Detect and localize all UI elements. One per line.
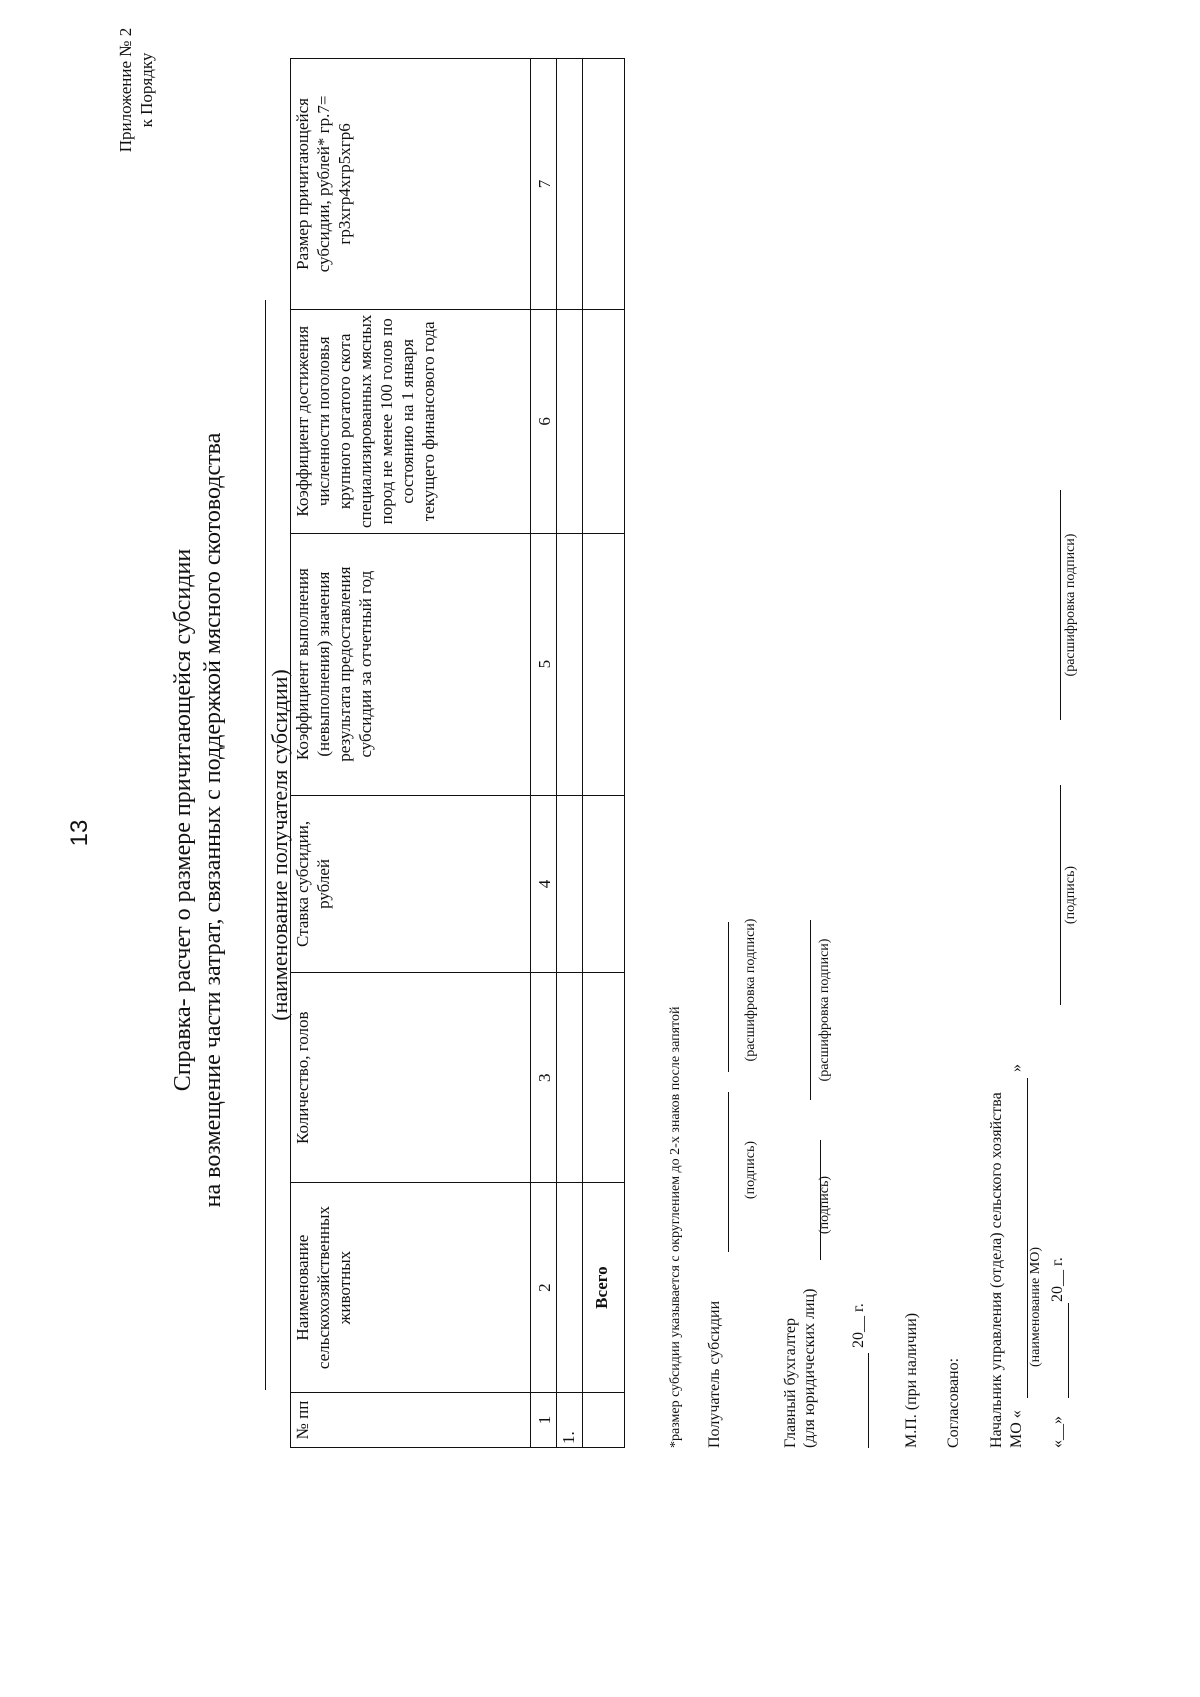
table-cell[interactable] — [557, 1183, 583, 1393]
appendix-line-1: Приложение № 2 — [116, 27, 135, 153]
column-number: 4 — [531, 795, 557, 973]
total-cell[interactable] — [583, 795, 625, 973]
recipient-name-line — [265, 300, 266, 1390]
document-title-line-1: Справка- расчет о размере причитающейся субсидии — [170, 548, 196, 1092]
head-date-suffix: 20__ г. — [1049, 1257, 1066, 1302]
recipient-signature-caption: (подпись) — [743, 1140, 758, 1200]
recipient-decoding-line[interactable] — [728, 922, 729, 1072]
recipient-signature-line[interactable] — [728, 1092, 729, 1252]
table-header-row — [291, 59, 531, 1448]
accountant-decoding-caption: (расшифровка подписи) — [817, 938, 832, 1082]
column-number: 6 — [531, 309, 557, 533]
mo-prefix: МО « — [1008, 1410, 1025, 1448]
header-cell: № пп — [291, 1393, 531, 1448]
appendix-line-2: к Порядку — [137, 52, 156, 128]
mo-name-caption: (наименование МО) — [1028, 1247, 1043, 1367]
head-decoding-line[interactable] — [1060, 490, 1061, 720]
total-row — [583, 59, 625, 1448]
head-signature-line[interactable] — [1060, 785, 1061, 1005]
rotated-page-content — [60, 20, 1200, 1620]
head-date-line[interactable] — [1068, 1303, 1069, 1398]
column-number-row — [531, 59, 557, 1448]
table-cell[interactable] — [557, 533, 583, 795]
agreed-label: Согласовано: — [945, 1357, 962, 1448]
accountant-signature-caption: (подпись) — [817, 1175, 832, 1235]
accountant-note: (для юридических лиц) — [801, 1288, 818, 1448]
recipient-name-caption: (наименование получателя субсидии) — [267, 669, 292, 1021]
table-cell[interactable]: 1. — [557, 1393, 583, 1448]
header-cell: Размер причитающейся субсидии, рублей* гр.7= гр3хгр4хгр5хгр6 — [291, 59, 531, 310]
stamp-label: М.П. (при наличии) — [903, 1312, 920, 1448]
total-cell[interactable] — [583, 309, 625, 533]
header-cell: Количество, голов — [291, 973, 531, 1183]
table-cell[interactable] — [557, 795, 583, 973]
column-number: 2 — [531, 1183, 557, 1393]
total-cell-empty — [583, 1393, 625, 1448]
header-cell: Наименование сельскохозяйственных животных — [291, 1183, 531, 1393]
date-year: 20__ г. — [850, 1303, 867, 1348]
total-label: Всего — [583, 1183, 625, 1393]
header-cell: Ставка субсидии, рублей — [291, 795, 531, 973]
header-cell: Коэффициент выполнения (невыполнения) значения результата предоставления субсидии за отчетный год — [291, 533, 531, 795]
accountant-decoding-line[interactable] — [810, 920, 811, 1100]
total-cell[interactable] — [583, 973, 625, 1183]
footnote: *размер субсидии указывается с округлением до 2-х знаков после запятой — [668, 1006, 683, 1448]
document-title-line-2: на возмещение части затрат, связанных с поддержкой мясного скотоводства — [200, 432, 226, 1208]
recipient-label: Получатель субсидии — [706, 1300, 723, 1448]
date-blank-line[interactable] — [868, 1353, 869, 1448]
column-number: 7 — [531, 59, 557, 310]
appendix-reference — [115, 10, 157, 170]
total-cell[interactable] — [583, 533, 625, 795]
recipient-decoding-caption: (расшифровка подписи) — [743, 918, 758, 1062]
column-number: 3 — [531, 973, 557, 1183]
table-cell[interactable] — [557, 59, 583, 310]
header-cell: Коэффициент достижения численности поголовья крупного рогатого скота специализированных мясных пород не менее 100 голов по состоянию на 1 января текущего финансового года — [291, 309, 531, 533]
column-number: 5 — [531, 533, 557, 795]
table-cell[interactable] — [557, 973, 583, 1183]
total-cell[interactable] — [583, 59, 625, 310]
accountant-label: Главный бухгалтер — [782, 1318, 799, 1448]
table-cell[interactable] — [557, 309, 583, 533]
page-number: 13 — [66, 819, 93, 847]
head-date-prefix: «__» — [1049, 1416, 1066, 1448]
head-label: Начальник управления (отдела) сельского хозяйства — [988, 1092, 1005, 1448]
calculation-table — [290, 58, 625, 1448]
column-number: 1 — [531, 1393, 557, 1448]
head-decoding-caption: (расшифровка подписи) — [1063, 533, 1078, 677]
head-signature-caption: (подпись) — [1063, 865, 1078, 925]
mo-suffix: » — [1008, 1064, 1025, 1072]
table-row — [557, 59, 583, 1448]
